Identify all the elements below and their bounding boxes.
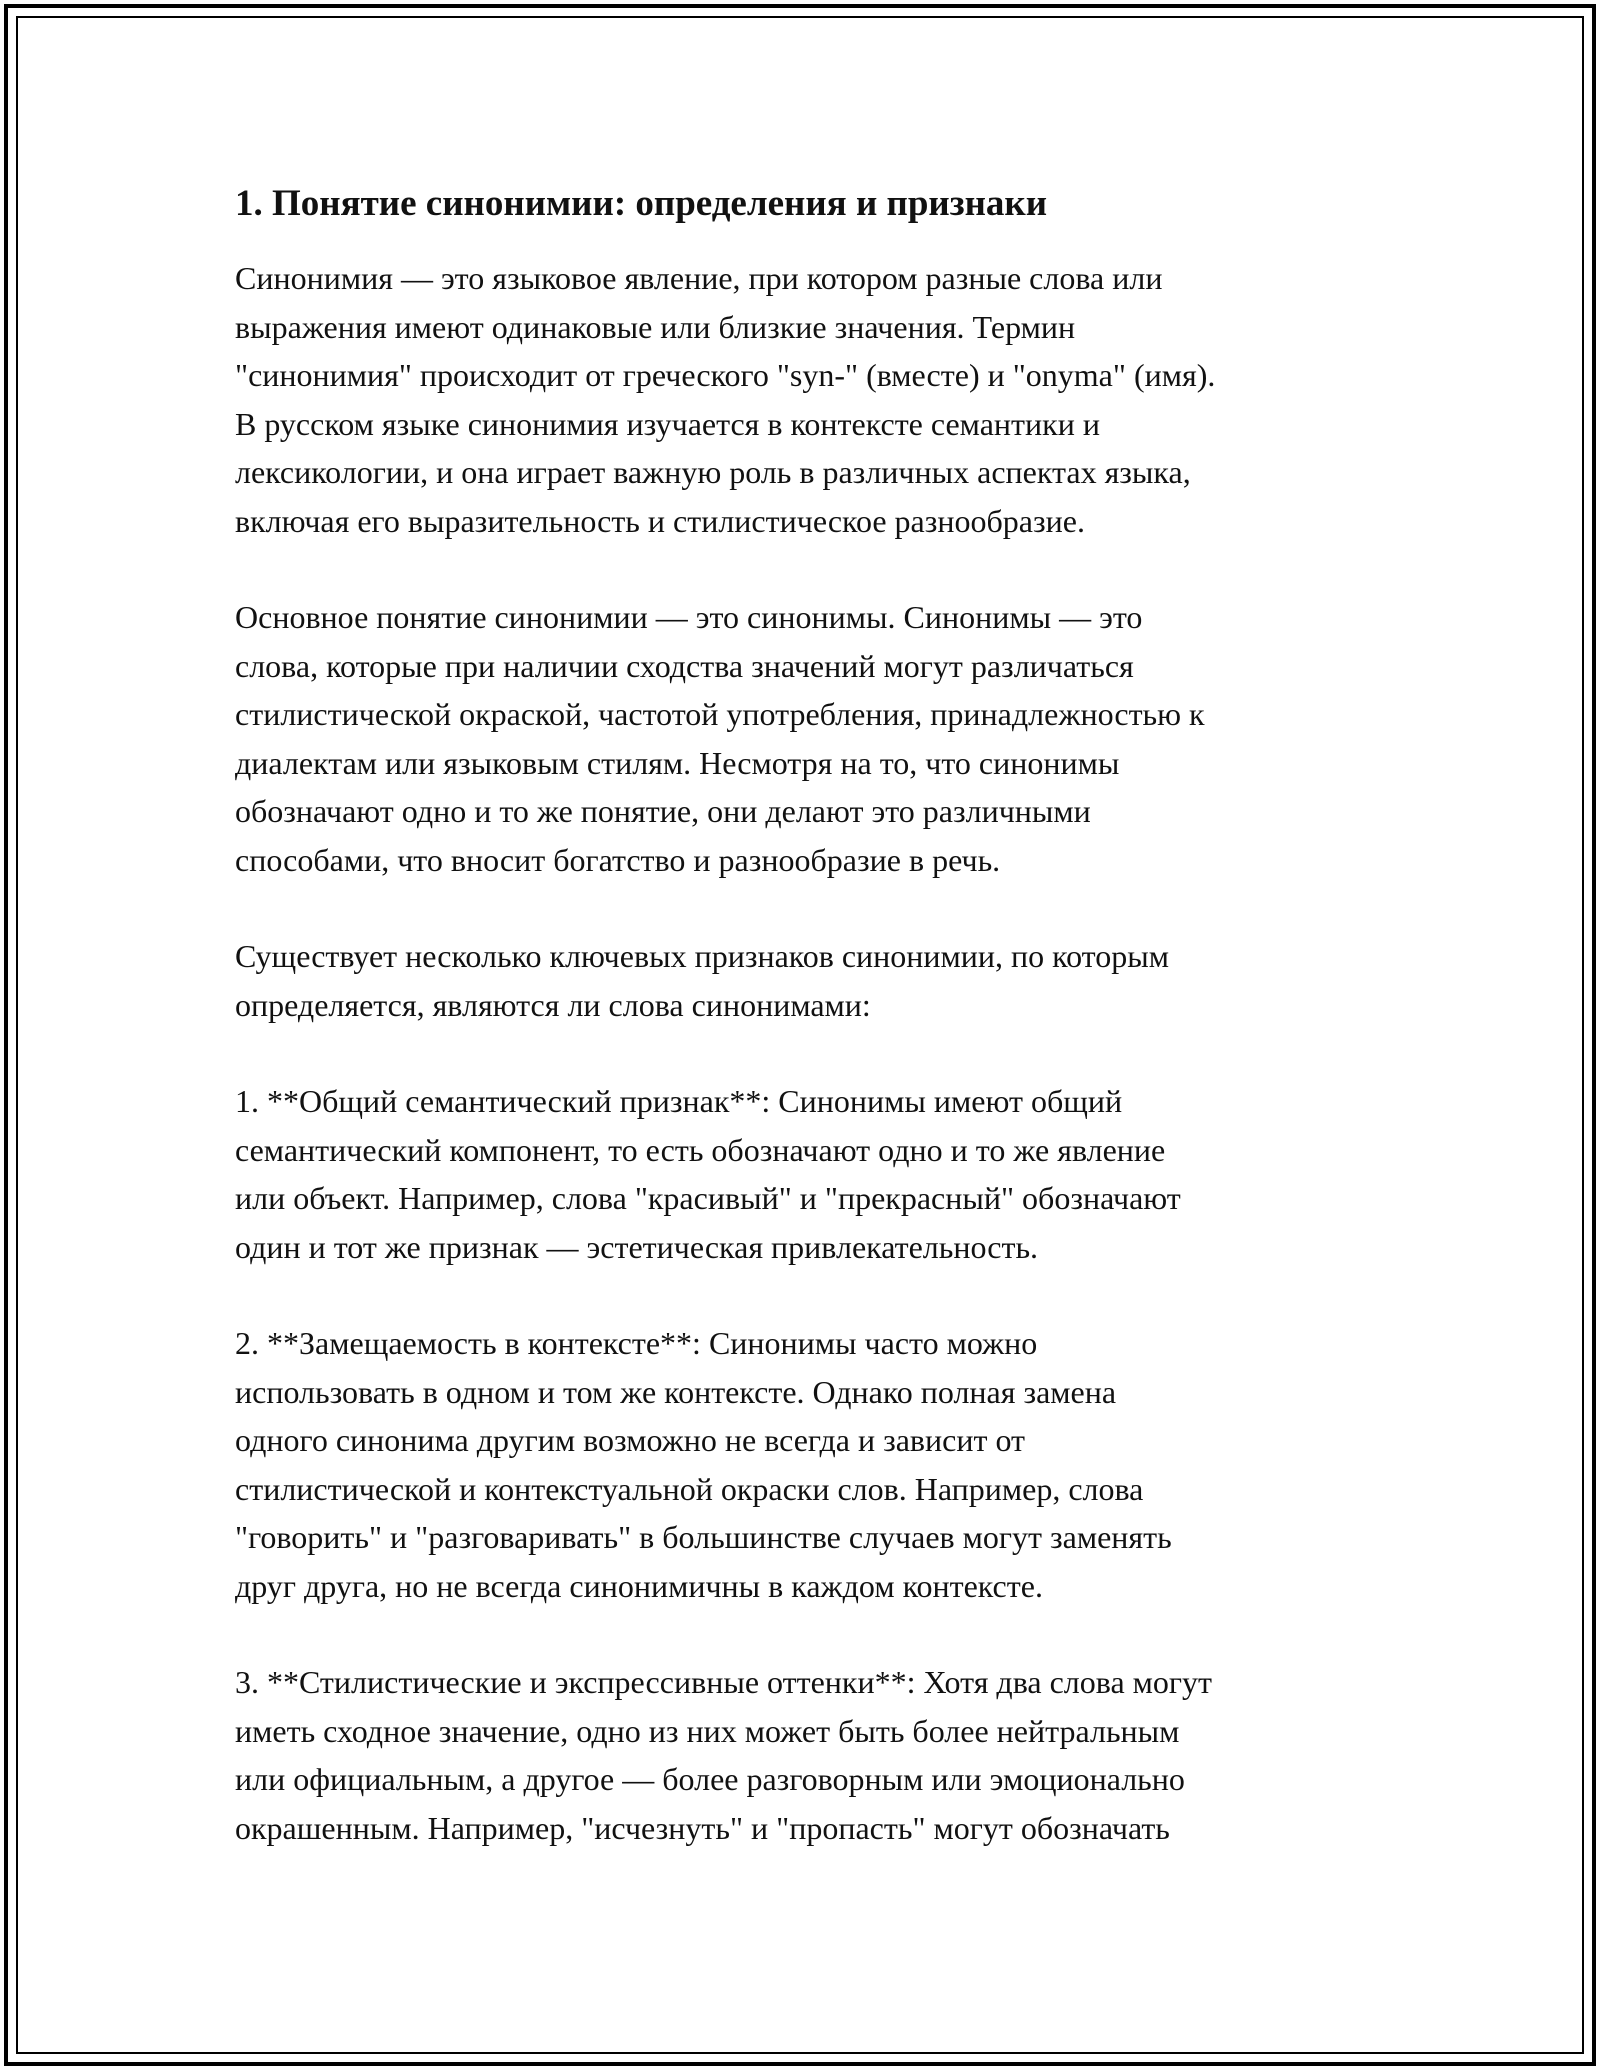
paragraph-sign-1: 1. **Общий семантический признак**: Синонимы имеют общий семантический компонент, то есть обозначают одно и то же явление или объект. Например, слова "красивый" и "прекрасный" обозначают один и тот же признак — эстетическая привлекательность. — [235, 1083, 1181, 1265]
paragraph-definition: Синонимия — это языковое явление, при котором разные слова или выражения имеют одинаковые или близкие значения. Термин "синонимия" происходит от греческого "syn-" (вместе) и "onyma" (имя). В русском языке синонимия изучается в контексте семантики и лексикологии, и она играет важную роль в различных аспектах языка, включая его выразительность и стилистическое разнообразие. — [235, 260, 1216, 539]
paragraph-synonyms-concept: Основное понятие синонимии — это синонимы. Синонимы — это слова, которые при наличии сходства значений могут различаться стилистической окраской, частотой употребления, принадлежностью к диалектам или языковым стилям. Несмотря на то, что синонимы обозначают одно и то же понятие, они делают это различными способами, что вносит богатство и разнообразие в речь. — [235, 599, 1205, 878]
document-body — [235, 180, 1375, 1852]
paragraph-sign-3: 3. **Стилистические и экспрессивные оттенки**: Хотя два слова могут иметь сходное значение, одно из них может быть более нейтральным или официальным, а другое — более разговорным или эмоционально окрашенным. Например, "исчезнуть" и "пропасть" могут обозначать — [235, 1664, 1212, 1846]
paragraph-sign-2: 2. **Замещаемость в контексте**: Синонимы часто можно использовать в одном и том же контексте. Однако полная замена одного синонима другим возможно не всегда и зависит от стилистической и контекстуальной окраски слов. Например, слова "говорить" и "разговаривать" в большинстве случаев могут заменять друг друга, но не всегда синонимичны в каждом контексте. — [235, 1325, 1172, 1604]
section-title: 1. Понятие синонимии: определения и признаки — [235, 183, 1048, 224]
paragraph-signs-intro: Существует несколько ключевых признаков синонимии, по которым определяется, являются ли слова синонимами: — [235, 938, 1169, 1023]
